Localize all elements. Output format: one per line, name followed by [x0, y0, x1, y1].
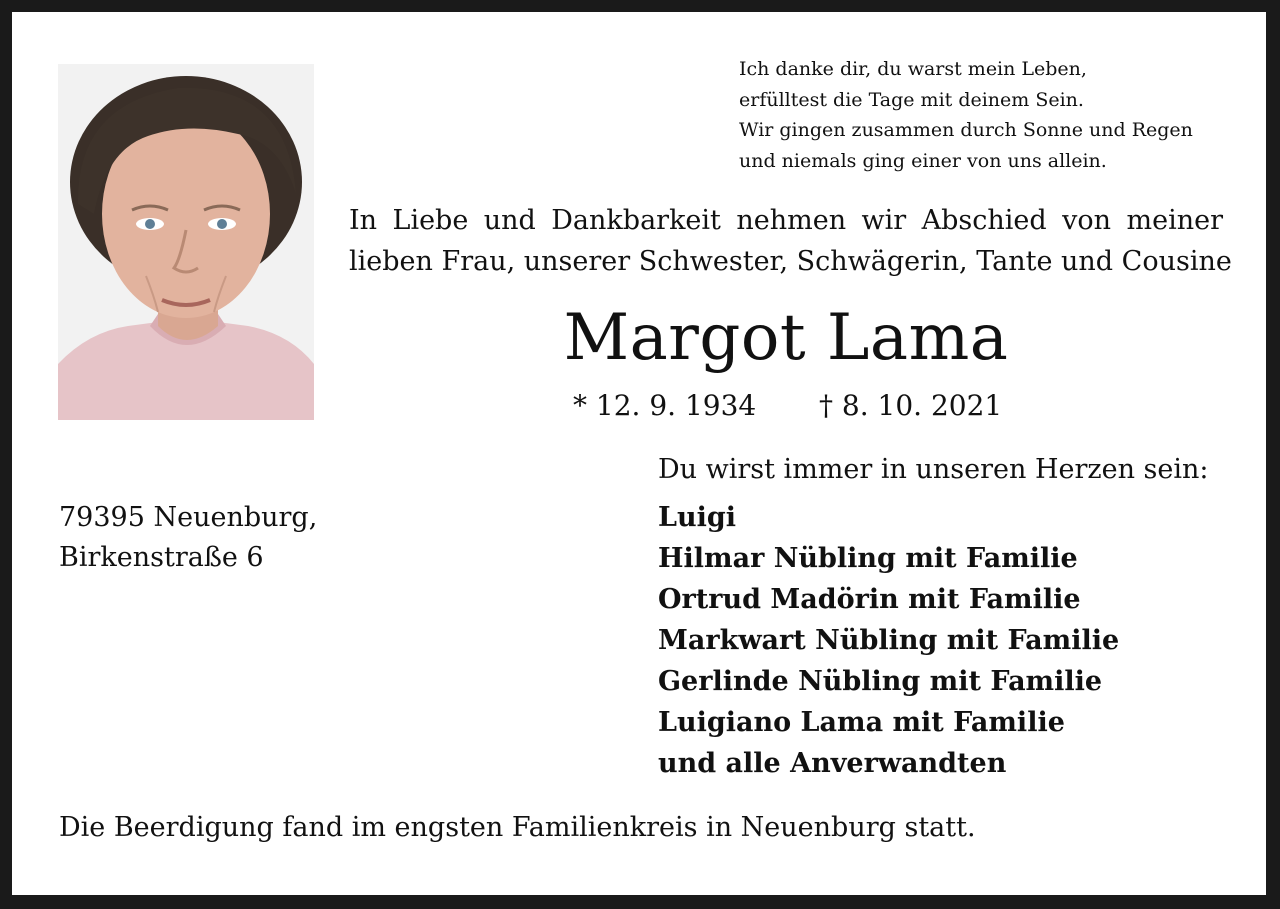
- poem-line: Ich danke dir, du warst mein Leben,: [739, 58, 1087, 80]
- address-line: 79395 Neuenburg,: [59, 502, 318, 533]
- intro-text: [349, 200, 1232, 282]
- mourner: Luigi: [658, 502, 737, 533]
- birth-date: * 12. 9. 1934: [573, 389, 757, 422]
- poem-line: erfülltest die Tage mit deinem Sein.: [739, 88, 1084, 111]
- portrait-photo: [58, 64, 314, 420]
- mourners-list: [658, 497, 1119, 784]
- poem-line: Wir gingen zusammen durch Sonne und Regen: [739, 119, 1193, 141]
- remembrance-line: Du wirst immer in unseren Herzen sein:: [658, 454, 1209, 485]
- deceased-name: Margot Lama: [563, 301, 1009, 375]
- mourner: Hilmar Nübling mit Familie: [658, 543, 1078, 574]
- obituary-notice: [12, 12, 1266, 895]
- address: [59, 498, 317, 578]
- address-line: Birkenstraße 6: [59, 542, 264, 573]
- intro-line: lieben Frau, unserer Schwester, Schwägerin, Tante und Cousine: [349, 246, 1232, 277]
- mourner: Luigiano Lama mit Familie: [658, 707, 1065, 738]
- poem-line: und niemals ging einer von uns allein.: [739, 149, 1107, 172]
- death-date: † 8. 10. 2021: [819, 389, 1003, 422]
- mourner: Gerlinde Nübling mit Familie: [658, 666, 1103, 697]
- mourner: Ortrud Madörin mit Familie: [658, 584, 1081, 615]
- poem: [739, 54, 1239, 176]
- intro-line: In Liebe und Dankbarkeit nehmen wir Abschied von meiner: [349, 205, 1223, 236]
- funeral-note: Die Beerdigung fand im engsten Familienkreis in Neuenburg statt.: [59, 812, 976, 843]
- portrait-icon: [58, 64, 314, 420]
- mourner: und alle Anverwandten: [658, 748, 1007, 779]
- mourner: Markwart Nübling mit Familie: [658, 625, 1120, 656]
